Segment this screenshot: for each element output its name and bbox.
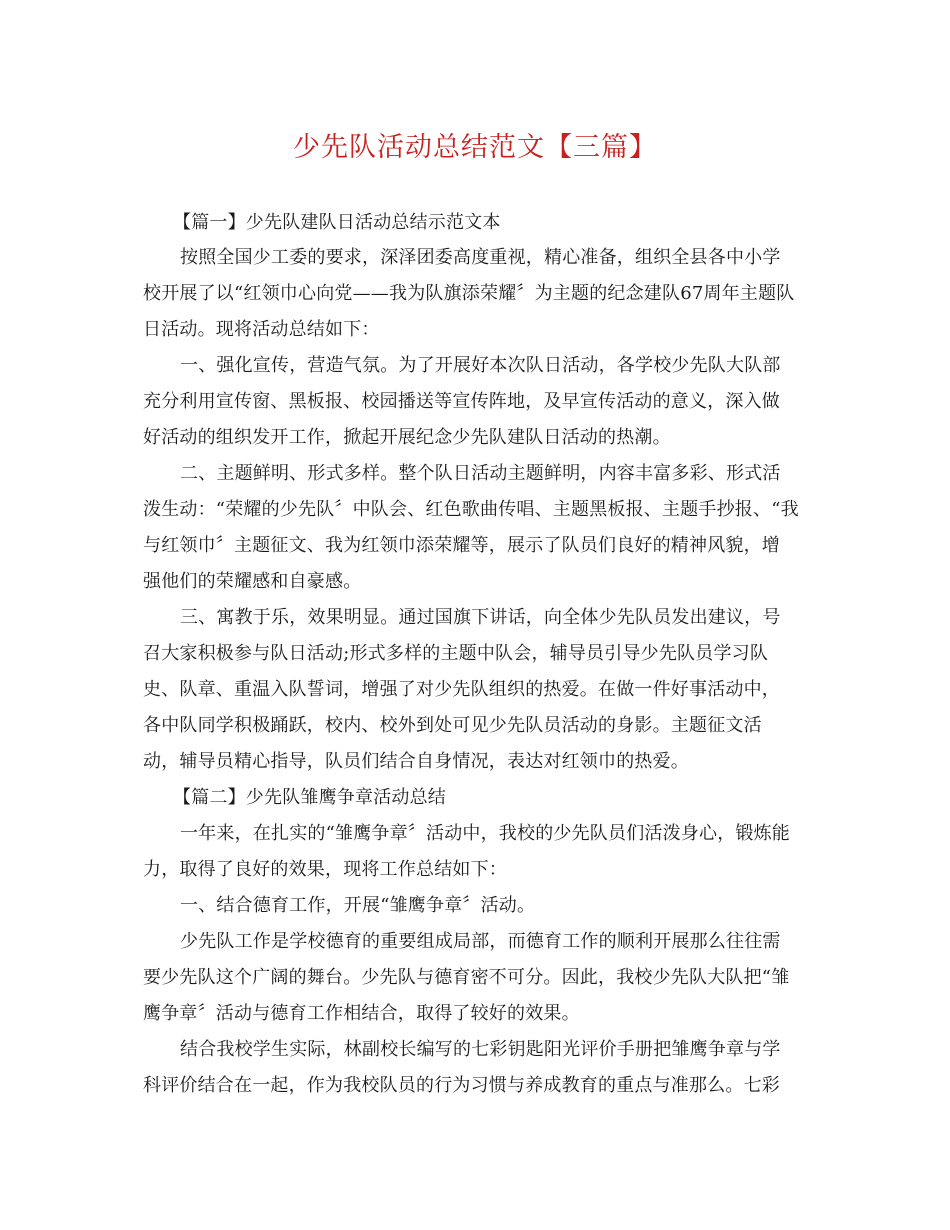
paragraph-line: 与红领巾〞主题征文、我为红领巾添荣耀等，展示了队员们良好的精神风貌，增 [143,535,780,556]
paragraph-line: 一、强化宣传，营造气氛。为了开展好本次队日活动，各学校少先队大队部 [180,355,781,376]
paragraph-line: 力，取得了良好的效果，现将工作总结如下： [143,859,507,880]
paragraph-line: 召大家积极参与队日活动;形式多样的主题中队会，辅导员引导少先队员学习队 [143,643,769,664]
paragraph-line: 科评价结合在一起，作为我校队员的行为习惯与养成教育的重点与准那么。七彩 [143,1075,780,1096]
paragraph-line: 结合我校学生实际，林副校长编写的七彩钥匙阳光评价手册把雏鹰争章与学 [180,1039,781,1060]
paragraph-line: 要少先队这个广阔的舞台。少先队与德育密不可分。因此，我校少先队大队把“雏 [143,967,790,988]
paragraph-line: 二、主题鲜明、形式多样。整个队日活动主题鲜明，内容丰富多彩、形式活 [180,463,781,484]
paragraph-line: 三、寓教于乐，效果明显。通过国旗下讲话，向全体少先队员发出建议，号 [180,607,781,628]
paragraph-line: 泼生动：“荣耀的少先队〞中队会、红色歌曲传唱、主题黑板报、主题手抄报、“我 [143,499,799,520]
paragraph-line: 史、队章、重温入队誓词，增强了对少先队组织的热爱。在做一件好事活动中， [143,679,780,700]
paragraph-line: 好活动的组织发开工作，掀起开展纪念少先队建队日活动的热潮。 [143,427,671,448]
page-title: 少先队活动总结范文【三篇】 [293,132,657,163]
paragraph-line: 按照全国少工委的要求，深泽团委高度重视，精心准备，组织全县各中小学 [180,247,781,268]
paragraph-line: 各中队同学积极踊跃，校内、校外到处可见少先队员活动的身影。主题征文活 [143,715,762,736]
paragraph-line: 少先队工作是学校德育的重要组成局部，而德育工作的顺利开展那么往往需 [180,931,781,952]
paragraph-line: 校开展了以“红领巾心向党——我为队旗添荣耀〞为主题的纪念建队67周年主题队 [143,283,795,304]
section-heading-1: 【篇一】少先队建队日活动总结示范文本 [173,212,501,233]
paragraph-line: 鹰争章〞活动与德育工作相结合，取得了较好的效果。 [143,1003,580,1024]
paragraph-line: 强他们的荣耀感和自豪感。 [143,571,362,592]
paragraph-line: 日活动。现将活动总结如下： [143,319,380,340]
paragraph-line: 动，辅导员精心指导，队员们结合自身情况，表达对红领巾的热爱。 [143,751,689,772]
paragraph-line: 一年来，在扎实的“雏鹰争章〞活动中，我校的少先队员们活泼身心，锻炼能 [180,823,790,844]
paragraph-line: 一、结合德育工作，开展“雏鹰争章〞活动。 [180,895,536,916]
paragraph-line: 充分利用宣传窗、黑板报、校园播送等宣传阵地，及早宣传活动的意义，深入做 [143,391,780,412]
section-heading-2: 【篇二】少先队雏鹰争章活动总结 [173,787,446,808]
